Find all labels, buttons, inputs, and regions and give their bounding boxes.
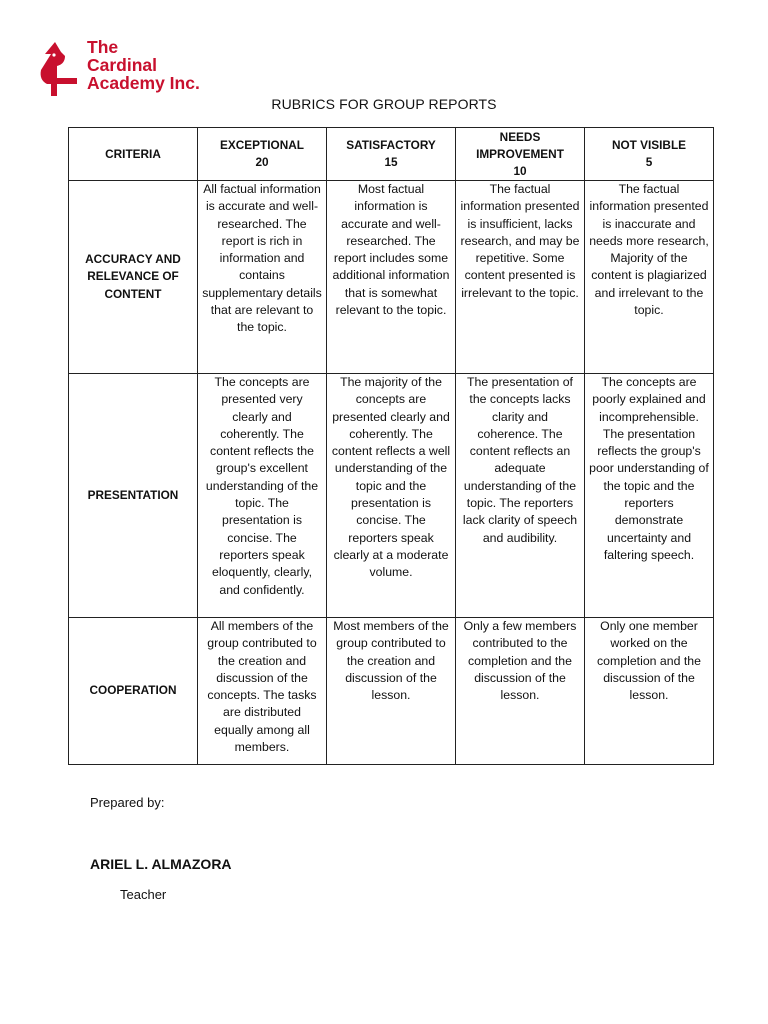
criterion-accuracy: ACCURACY AND RELEVANCE OF CONTENT xyxy=(69,181,198,374)
header-needs-improvement xyxy=(456,128,585,181)
rubric-cell: Only one member worked on the completion and the discussion of the lesson. xyxy=(585,618,714,765)
criterion-presentation: PRESENTATION xyxy=(69,374,198,618)
rubric-cell: All members of the group contributed to the creation and discussion of the concepts. The tasks are distributed equally among all members. xyxy=(198,618,327,765)
signer-name: ARIEL L. ALMAZORA xyxy=(90,856,232,872)
logo-wordmark xyxy=(87,38,200,92)
rubric-cell: The majority of the concepts are presented clearly and coherently. The content reflects a well understanding of the topic and the presentation is concise. The reporters speak clearly at a moderate volume. xyxy=(327,374,456,618)
rubric-table xyxy=(68,127,714,765)
header-points: 20 xyxy=(255,155,269,169)
rubric-cell: The presentation of the concepts lacks clarity and coherence. The content reflects an adequate understanding of the topic. The reporters lack clarity of speech and audibility. xyxy=(456,374,585,618)
header-criteria xyxy=(69,128,198,181)
signer-role: Teacher xyxy=(120,887,167,902)
table-header-row xyxy=(69,128,714,181)
rubric-cell: The concepts are poorly explained and incomprehensible. The presentation reflects the group's poor understanding of the topic and the reporters demonstrate uncertainty and faltering speech. xyxy=(585,374,714,618)
header-label: CRITERIA xyxy=(105,146,161,161)
rubric-cell: Most members of the group contributed to the creation and discussion of the lesson. xyxy=(327,618,456,765)
rubric-cell: All factual information is accurate and well-researched. The report is rich in information and contains supplementary details that are relevant to the topic. xyxy=(198,181,327,374)
header-label: EXCEPTIONAL xyxy=(220,138,304,152)
header-label: NEEDS IMPROVEMENT xyxy=(476,129,564,161)
table-row xyxy=(69,618,714,765)
prepared-by-label: Prepared by: xyxy=(90,795,165,810)
logo-line-1: The xyxy=(87,37,119,57)
table-row xyxy=(69,374,714,618)
rubric-cell: The factual information presented is inaccurate and needs more research, Majority of the content is plagiarized and irrelevant to the topic. xyxy=(585,181,714,374)
rubric-cell: The concepts are presented very clearly and coherently. The content reflects the group's excellent understanding of the topic. The presentation is concise. The reporters speak eloquently, clearly, and confidently. xyxy=(198,374,327,618)
rubric-cell: Most factual information is accurate and well-researched. The report includes some additional information that is somewhat relevant to the topic. xyxy=(327,181,456,374)
header-points: 5 xyxy=(645,155,653,169)
header-points: 10 xyxy=(513,163,527,178)
logo-line-3: Academy Inc. xyxy=(87,73,200,93)
logo-line-2: Cardinal xyxy=(87,55,158,75)
header-points: 15 xyxy=(384,155,398,169)
criterion-cooperation: COOPERATION xyxy=(69,618,198,765)
rubric-cell: The factual information presented is insufficient, lacks research, and may be repetitive. Some content presented is irrelevant to the topic. xyxy=(456,181,585,374)
header-label: SATISFACTORY xyxy=(346,138,436,152)
table-row xyxy=(69,181,714,374)
header-satisfactory xyxy=(327,128,456,181)
rubric-cell: Only a few members contributed to the completion and the discussion of the lesson. xyxy=(456,618,585,765)
header-exceptional xyxy=(198,128,327,181)
header-label: NOT VISIBLE xyxy=(611,138,687,152)
document-title: RUBRICS FOR GROUP REPORTS xyxy=(271,96,497,112)
header-not-visible xyxy=(585,128,714,181)
cardinal-bird-icon xyxy=(37,40,83,98)
